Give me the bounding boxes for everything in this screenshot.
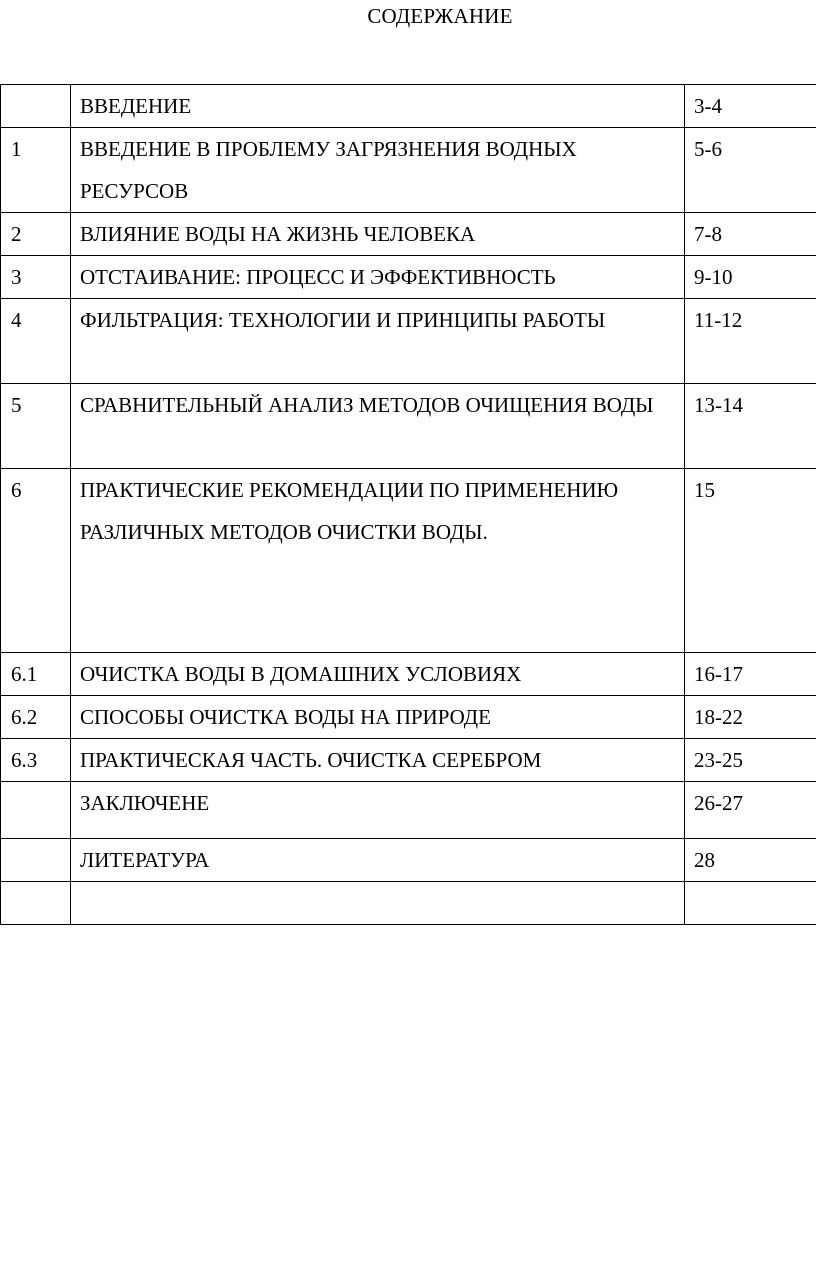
page-range-cell: 26-27 [685, 782, 816, 839]
table-of-contents [0, 84, 816, 925]
page-title: СОДЕРЖАНИЕ [367, 4, 513, 28]
section-title-cell: ВВЕДЕНИЕ [71, 85, 685, 128]
table-row [1, 739, 816, 782]
table-row [1, 128, 816, 213]
page-range-cell: 5-6 [685, 128, 816, 213]
table-row [1, 782, 816, 839]
table-row [1, 213, 816, 256]
table-row [1, 653, 816, 696]
page-range-cell: 23-25 [685, 739, 816, 782]
table-row [1, 696, 816, 739]
table-row [1, 469, 816, 653]
section-title-cell: ОЧИСТКА ВОДЫ В ДОМАШНИХ УСЛОВИЯХ [71, 653, 685, 696]
section-title-cell: ПРАКТИЧЕСКИЕ РЕКОМЕНДАЦИИ ПО ПРИМЕНЕНИЮ РАЗЛИЧНЫХ МЕТОДОВ ОЧИСТКИ ВОДЫ. [71, 469, 685, 653]
section-title-cell: СРАВНИТЕЛЬНЫЙ АНАЛИЗ МЕТОДОВ ОЧИЩЕНИЯ ВОДЫ [71, 384, 685, 469]
section-title-cell: ВВЕДЕНИЕ В ПРОБЛЕМУ ЗАГРЯЗНЕНИЯ ВОДНЫХ РЕСУРСОВ [71, 128, 685, 213]
section-title-cell: СПОСОБЫ ОЧИСТКА ВОДЫ НА ПРИРОДЕ [71, 696, 685, 739]
section-title-cell: ОТСТАИВАНИЕ: ПРОЦЕСС И ЭФФЕКТИВНОСТЬ [71, 256, 685, 299]
page-range-cell [685, 882, 816, 925]
section-title-cell: ВЛИЯНИЕ ВОДЫ НА ЖИЗНЬ ЧЕЛОВЕКА [71, 213, 685, 256]
page-range-cell: 3-4 [685, 85, 816, 128]
section-title-cell: ЗАКЛЮЧЕНЕ [71, 782, 685, 839]
table-row [1, 299, 816, 384]
page-range-cell: 9-10 [685, 256, 816, 299]
section-number-cell [1, 782, 71, 839]
table-row [1, 256, 816, 299]
section-number-cell: 6.2 [1, 696, 71, 739]
section-number-cell: 4 [1, 299, 71, 384]
section-number-cell [1, 882, 71, 925]
section-number-cell: 6.3 [1, 739, 71, 782]
page-range-cell: 13-14 [685, 384, 816, 469]
section-number-cell: 5 [1, 384, 71, 469]
section-title-cell [71, 882, 685, 925]
section-number-cell [1, 85, 71, 128]
section-number-cell: 6 [1, 469, 71, 653]
page-range-cell: 18-22 [685, 696, 816, 739]
section-number-cell: 3 [1, 256, 71, 299]
section-title-cell: ПРАКТИЧЕСКАЯ ЧАСТЬ. ОЧИСТКА СЕРЕБРОМ [71, 739, 685, 782]
table-row [1, 384, 816, 469]
table-row [1, 839, 816, 882]
page-range-cell: 15 [685, 469, 816, 653]
page-range-cell: 28 [685, 839, 816, 882]
section-number-cell: 6.1 [1, 653, 71, 696]
section-number-cell [1, 839, 71, 882]
page-range-cell: 16-17 [685, 653, 816, 696]
table-row [1, 85, 816, 128]
section-title-cell: ФИЛЬТРАЦИЯ: ТЕХНОЛОГИИ И ПРИНЦИПЫ РАБОТЫ [71, 299, 685, 384]
section-number-cell: 1 [1, 128, 71, 213]
section-title-cell: ЛИТЕРАТУРА [71, 839, 685, 882]
page-range-cell: 7-8 [685, 213, 816, 256]
page-range-cell: 11-12 [685, 299, 816, 384]
section-number-cell: 2 [1, 213, 71, 256]
table-row [1, 882, 816, 925]
